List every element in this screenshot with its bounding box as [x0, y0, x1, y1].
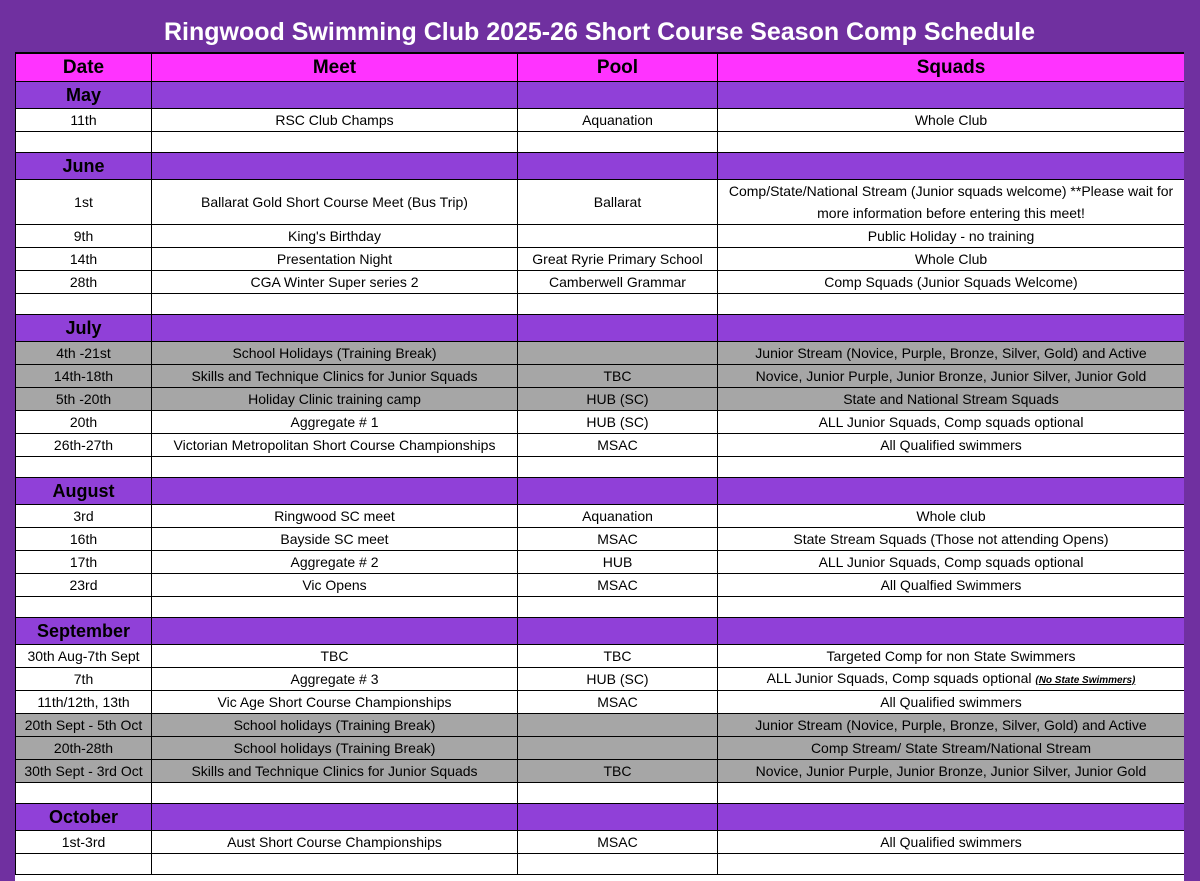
- cell-squads: Junior Stream (Novice, Purple, Bronze, Silver, Gold) and Active: [718, 714, 1185, 737]
- table-row: [16, 645, 1185, 668]
- cell-meet: Presentation Night: [152, 248, 518, 271]
- table-row: [16, 574, 1185, 597]
- header-row: [16, 54, 1185, 82]
- cell-meet: Victorian Metropolitan Short Course Championships: [152, 434, 518, 457]
- cell-date: 17th: [16, 551, 152, 574]
- cell-squads: All Qualified swimmers: [718, 691, 1185, 714]
- cell-pool: MSAC: [518, 574, 718, 597]
- cell-date: 11th: [16, 109, 152, 132]
- cell-squads: ALL Junior Squads, Comp squads optional: [718, 411, 1185, 434]
- month-label: May: [16, 82, 152, 109]
- cell-pool: Ballarat: [518, 180, 718, 225]
- cell-squads: State Stream Squads (Those not attending Opens): [718, 528, 1185, 551]
- cell-date: 16th: [16, 528, 152, 551]
- squads-note: (No State Swimmers): [1035, 674, 1136, 686]
- table-row: [16, 109, 1185, 132]
- spacer-row: [16, 597, 1185, 618]
- month-label: July: [16, 315, 152, 342]
- cell-pool: [518, 225, 718, 248]
- cell-date: 5th -20th: [16, 388, 152, 411]
- month-label: June: [16, 153, 152, 180]
- cell-date: 28th: [16, 271, 152, 294]
- table-row: [16, 180, 1185, 225]
- cell-pool: Great Ryrie Primary School: [518, 248, 718, 271]
- cell-date: 23rd: [16, 574, 152, 597]
- header-pool: Pool: [518, 54, 718, 82]
- month-row-july: [16, 315, 1185, 342]
- month-label: October: [16, 804, 152, 831]
- cell-meet: Aust Short Course Championships: [152, 831, 518, 854]
- cell-pool: MSAC: [518, 831, 718, 854]
- spacer-row: [16, 783, 1185, 804]
- cell-pool: Camberwell Grammar: [518, 271, 718, 294]
- header-date: Date: [16, 54, 152, 82]
- cell-squads: Junior Stream (Novice, Purple, Bronze, Silver, Gold) and Active: [718, 342, 1185, 365]
- cell-date: 11th/12th, 13th: [16, 691, 152, 714]
- cell-meet: Ringwood SC meet: [152, 505, 518, 528]
- cell-squads: State and National Stream Squads: [718, 388, 1185, 411]
- cell-pool: HUB (SC): [518, 388, 718, 411]
- cell-pool: [518, 714, 718, 737]
- cell-date: 30th Aug-7th Sept: [16, 645, 152, 668]
- cell-squads: Comp Stream/ State Stream/National Stream: [718, 737, 1185, 760]
- table-row: [16, 714, 1185, 737]
- table-row: [16, 365, 1185, 388]
- cell-squads: Whole Club: [718, 248, 1185, 271]
- cell-meet: Skills and Technique Clinics for Junior Squads: [152, 760, 518, 783]
- cell-meet: Aggregate # 3: [152, 668, 518, 691]
- cell-pool: HUB (SC): [518, 411, 718, 434]
- cell-date: 14th-18th: [16, 365, 152, 388]
- cell-date: 3rd: [16, 505, 152, 528]
- cell-pool: Aquanation: [518, 109, 718, 132]
- cell-pool: TBC: [518, 645, 718, 668]
- cell-pool: HUB: [518, 551, 718, 574]
- cell-date: 14th: [16, 248, 152, 271]
- cell-meet: Aggregate # 1: [152, 411, 518, 434]
- table-row: [16, 691, 1185, 714]
- schedule-title: Ringwood Swimming Club 2025-26 Short Course Season Comp Schedule: [15, 12, 1184, 53]
- cell-meet: School holidays (Training Break): [152, 714, 518, 737]
- table-row: [16, 760, 1185, 783]
- header-meet: Meet: [152, 54, 518, 82]
- table-row: [16, 248, 1185, 271]
- table-row: [16, 388, 1185, 411]
- table-row: [16, 668, 1185, 691]
- cell-squads: All Qualfied Swimmers: [718, 574, 1185, 597]
- month-row-october: [16, 804, 1185, 831]
- table-row: [16, 271, 1185, 294]
- cell-meet: School Holidays (Training Break): [152, 342, 518, 365]
- cell-pool: MSAC: [518, 434, 718, 457]
- cell-squads: ALL Junior Squads, Comp squads optional: [718, 551, 1185, 574]
- cell-date: 30th Sept - 3rd Oct: [16, 760, 152, 783]
- cell-squads: Whole Club: [718, 109, 1185, 132]
- cell-date: 20th Sept - 5th Oct: [16, 714, 152, 737]
- cell-meet: RSC Club Champs: [152, 109, 518, 132]
- month-row-august: [16, 478, 1185, 505]
- cell-meet: Skills and Technique Clinics for Junior Squads: [152, 365, 518, 388]
- cell-meet: CGA Winter Super series 2: [152, 271, 518, 294]
- table-row: [16, 411, 1185, 434]
- table-row: [16, 528, 1185, 551]
- cell-squads: Public Holiday - no training: [718, 225, 1185, 248]
- cell-squads: Whole club: [718, 505, 1185, 528]
- spacer-row: [16, 132, 1185, 153]
- cell-pool: Aquanation: [518, 505, 718, 528]
- squads-text: ALL Junior Squads, Comp squads optional: [766, 669, 1032, 686]
- header-squads: Squads: [718, 54, 1185, 82]
- cell-meet: Vic Opens: [152, 574, 518, 597]
- cell-date: 4th -21st: [16, 342, 152, 365]
- cell-squads: Targeted Comp for non State Swimmers: [718, 645, 1185, 668]
- cell-meet: Holiday Clinic training camp: [152, 388, 518, 411]
- cell-squads: Comp Squads (Junior Squads Welcome): [718, 271, 1185, 294]
- cell-pool: MSAC: [518, 691, 718, 714]
- table-row: [16, 342, 1185, 365]
- month-row-may: [16, 82, 1185, 109]
- cell-pool: [518, 737, 718, 760]
- table-row: [16, 831, 1185, 854]
- cell-date: 9th: [16, 225, 152, 248]
- cell-squads: Novice, Junior Purple, Junior Bronze, Junior Silver, Junior Gold: [718, 760, 1185, 783]
- cell-date: 1st-3rd: [16, 831, 152, 854]
- month-row-june: [16, 153, 1185, 180]
- month-row-september: [16, 618, 1185, 645]
- cell-squads: Novice, Junior Purple, Junior Bronze, Junior Silver, Junior Gold: [718, 365, 1185, 388]
- cell-meet: Bayside SC meet: [152, 528, 518, 551]
- table-row: [16, 225, 1185, 248]
- cell-date: 26th-27th: [16, 434, 152, 457]
- schedule-sheet: [15, 12, 1184, 881]
- cell-squads: Comp/State/National Stream (Junior squads welcome) **Please wait for more information before entering this meet!: [718, 180, 1185, 225]
- spacer-row: [16, 457, 1185, 478]
- cell-date: 7th: [16, 668, 152, 691]
- cell-squads: All Qualified swimmers: [718, 434, 1185, 457]
- cell-date: 1st: [16, 180, 152, 225]
- table-row: [16, 551, 1185, 574]
- cell-pool: TBC: [518, 760, 718, 783]
- cell-pool: MSAC: [518, 528, 718, 551]
- table-row: [16, 434, 1185, 457]
- month-label: August: [16, 478, 152, 505]
- spacer-row: [16, 854, 1185, 875]
- cell-meet: TBC: [152, 645, 518, 668]
- spacer-row: [16, 294, 1185, 315]
- cell-meet: Aggregate # 2: [152, 551, 518, 574]
- cell-squads: [718, 668, 1185, 691]
- cell-pool: [518, 342, 718, 365]
- cell-squads: All Qualified swimmers: [718, 831, 1185, 854]
- cell-pool: HUB (SC): [518, 668, 718, 691]
- month-label: September: [16, 618, 152, 645]
- cell-date: 20th-28th: [16, 737, 152, 760]
- cell-meet: School holidays (Training Break): [152, 737, 518, 760]
- schedule-table: [15, 53, 1184, 875]
- cell-meet: Vic Age Short Course Championships: [152, 691, 518, 714]
- cell-meet: King's Birthday: [152, 225, 518, 248]
- table-row: [16, 737, 1185, 760]
- cell-meet: Ballarat Gold Short Course Meet (Bus Trip): [152, 180, 518, 225]
- table-row: [16, 505, 1185, 528]
- cell-date: 20th: [16, 411, 152, 434]
- cell-pool: TBC: [518, 365, 718, 388]
